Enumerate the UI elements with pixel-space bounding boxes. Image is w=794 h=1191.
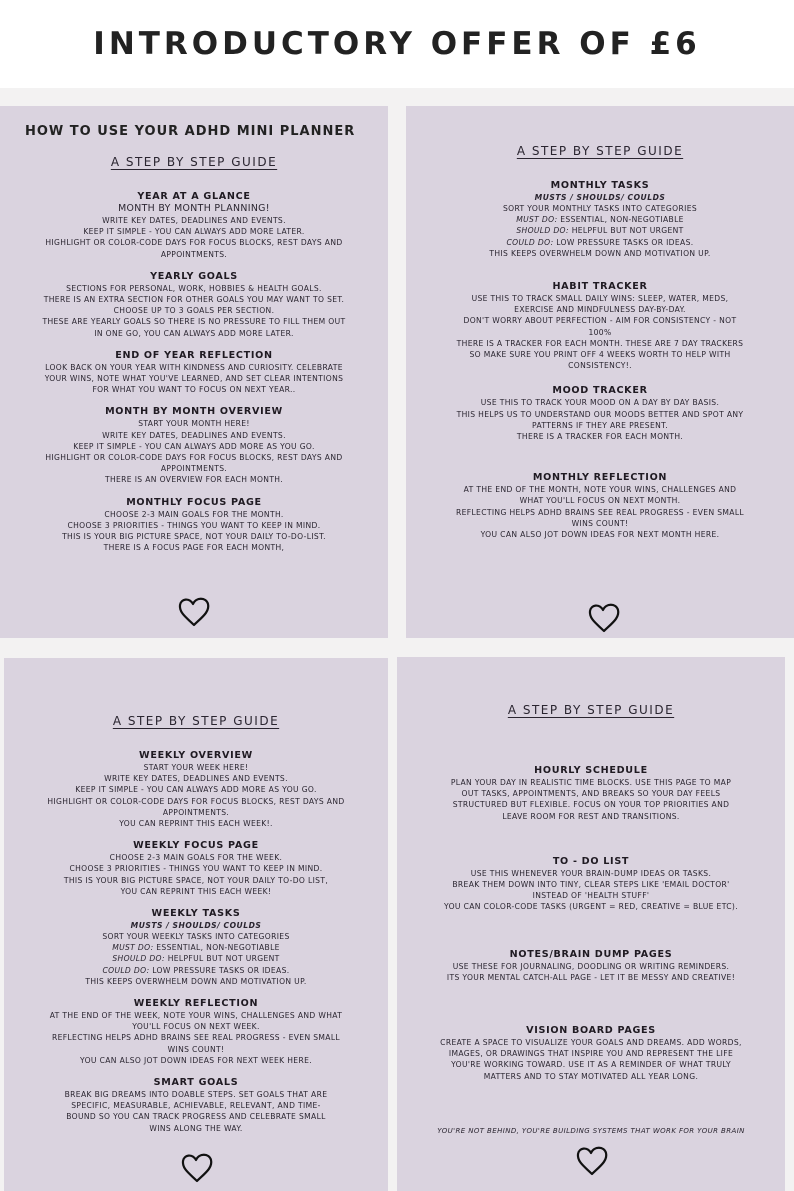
section-heading: MONTH BY MONTH OVERVIEW [105, 406, 283, 418]
section-line: AT THE END OF THE MONTH, NOTE YOUR WINS, CHALLENGES AND [463, 485, 737, 495]
should-do-label: SHOULD DO: [516, 226, 569, 236]
section-line: LEAVE ROOM FOR REST AND TRANSITIONS. [502, 811, 680, 821]
section-line: THERE IS A TRACKER FOR EACH MONTH. [516, 432, 684, 442]
section-weekly-tasks [18, 908, 374, 987]
section-line: THERE IS A FOCUS PAGE FOR EACH MONTH, [103, 543, 285, 553]
section-line: INSTEAD OF 'HEALTH STUFF' [532, 891, 650, 901]
encouragement-note: YOU'RE NOT BEHIND, YOU'RE BUILDING SYSTEMS THAT WORK FOR YOUR BRAIN [437, 1127, 745, 1135]
could-do-text: LOW PRESSURE TASKS OR IDEAS. [553, 237, 694, 247]
section-line: YOU CAN REPRINT THIS EACH WEEK!. [119, 819, 273, 829]
must-do-label: MUST DO: [112, 943, 154, 953]
section-heading: WEEKLY REFLECTION [133, 998, 259, 1010]
section-line: MONTH BY MONTH PLANNING! [118, 203, 270, 214]
section-line: HIGHLIGHT OR COLOR-CODE DAYS FOR FOCUS BLOCKS, REST DAYS AND [47, 796, 345, 806]
must-do-label: MUST DO: [516, 215, 558, 225]
section-smart-goals [18, 1077, 374, 1134]
section-line: YOU CAN ALSO JOT DOWN IDEAS FOR NEXT MONTH HERE. [480, 530, 720, 540]
section-line: CHOOSE 3 PRIORITIES - THINGS YOU WANT TO KEEP IN MIND. [69, 864, 323, 874]
section-line: FOR WHAT YOU WANT TO FOCUS ON NEXT YEAR.. [92, 385, 296, 395]
section-weekly-reflection [18, 998, 374, 1066]
section-line: SORT YOUR MONTHLY TASKS INTO CATEGORIES [502, 204, 698, 213]
section-weekly-focus-page [18, 840, 374, 897]
section-line: SPECIFIC, MEASURABLE, ACHIEVABLE, RELEVANT, AND TIME- [71, 1101, 321, 1111]
section-line: WHAT YOU'LL FOCUS ON NEXT MONTH. [519, 496, 681, 506]
section-line: STRUCTURED BUT FLEXIBLE. FOCUS ON YOUR TOP PRIORITIES AND [452, 800, 730, 810]
section-line: KEEP IT SIMPLE - YOU CAN ALWAYS ADD MORE LATER. [83, 227, 305, 237]
section-line: LOOK BACK ON YOUR YEAR WITH KINDNESS AND CURIOSITY. CELEBRATE [45, 362, 343, 372]
section-line: BREAK BIG DREAMS INTO DOABLE STEPS. SET GOALS THAT ARE [64, 1090, 328, 1100]
section-line: REFLECTING HELPS ADHD BRAINS SEE REAL PROGRESS - EVEN SMALL [51, 1033, 341, 1043]
section-line: USE THIS TO TRACK SMALL DAILY WINS: SLEEP, WATER, MEDS, [471, 294, 729, 304]
section-to-do-list [411, 856, 771, 913]
section-line: YOU'RE WORKING TOWARD. USE IT AS A REMINDER OF WHAT TRULY [451, 1060, 731, 1070]
could-do-text: LOW PRESSURE TASKS OR IDEAS. [149, 965, 290, 975]
section-line [420, 225, 780, 236]
should-do-text: HELPFUL BUT NOT URGENT [568, 226, 684, 236]
section-line: HIGHLIGHT OR COLOR-CODE DAYS FOR FOCUS BLOCKS, REST DAYS AND [45, 453, 343, 463]
section-weekly-overview [18, 750, 374, 829]
section-line: THIS IS YOUR BIG PICTURE SPACE, NOT YOUR DAILY TO-DO LIST, [63, 875, 329, 885]
heart-icon [587, 602, 621, 634]
section-subheading: MUSTS / SHOULDS/ COULDS [534, 193, 666, 202]
section-line: CHOOSE 2-3 MAIN GOALS FOR THE MONTH. [104, 509, 284, 519]
section-yearly-goals [14, 271, 374, 339]
section-line: WRITE KEY DATES, DEADLINES AND EVENTS. [104, 774, 288, 784]
offer-title: INTRODUCTORY OFFER OF £6 [93, 26, 701, 62]
section-monthly-tasks [420, 180, 780, 259]
section-line: CHOOSE UP TO 3 GOALS PER SECTION. [113, 306, 275, 316]
section-line: HIGHLIGHT OR COLOR-CODE DAYS FOR FOCUS BLOCKS, REST DAYS AND [45, 238, 343, 248]
should-do-text: HELPFUL BUT NOT URGENT [164, 954, 280, 964]
section-line: USE THESE FOR JOURNALING, DOODLING OR WRITING REMINDERS. [452, 961, 730, 971]
section-line: CREATE A SPACE TO VISUALIZE YOUR GOALS AND DREAMS. ADD WORDS, [440, 1038, 742, 1048]
section-line: THERE IS AN OVERVIEW FOR EACH MONTH. [104, 475, 283, 485]
section-vision-board [411, 1025, 771, 1082]
heart-icon [575, 1145, 609, 1177]
must-do-text: ESSENTIAL, NON-NEGOTIABLE [153, 943, 280, 953]
section-heading: YEAR AT A GLANCE [137, 191, 251, 202]
section-line: APPOINTMENTS. [160, 464, 228, 474]
section-line: CONSISTENCY!. [568, 361, 632, 371]
heart-icon [180, 1152, 214, 1184]
section-line: USE THIS WHENEVER YOUR BRAIN-DUMP IDEAS OR TASKS. [470, 868, 712, 878]
section-heading: WEEKLY OVERVIEW [139, 750, 253, 761]
could-do-label: COULD DO: [102, 965, 150, 975]
section-line: APPOINTMENTS. [162, 807, 230, 817]
section-line: KEEP IT SIMPLE - YOU CAN ALWAYS ADD MORE AS YOU GO. [75, 785, 317, 795]
section-heading: END OF YEAR REFLECTION [115, 349, 273, 361]
section-heading: NOTES/BRAIN DUMP PAGES [509, 948, 673, 960]
planner-guide-title: HOW TO USE YOUR ADHD MINI PLANNER [25, 124, 356, 139]
section-line: BREAK THEM DOWN INTO TINY, CLEAR STEPS LIKE 'EMAIL DOCTOR' [452, 880, 730, 890]
section-line: BOUND SO YOU CAN TRACK PROGRESS AND CELEBRATE SMALL [66, 1112, 326, 1122]
section-heading: MOOD TRACKER [552, 385, 648, 397]
section-line: WRITE KEY DATES, DEADLINES AND EVENTS. [102, 430, 286, 440]
section-line: START YOUR MONTH HERE! [138, 419, 250, 429]
section-line: EXERCISE AND MINDFULNESS DAY-BY-DAY. [514, 305, 686, 315]
panel-year-and-month-guide [0, 106, 388, 638]
section-line: APPOINTMENTS. [160, 249, 228, 259]
section-heading: YEARLY GOALS [150, 270, 238, 282]
section-line [420, 237, 780, 248]
section-line: ITS YOUR MENTAL CATCH-ALL PAGE - LET IT BE MESSY AND CREATIVE! [446, 972, 736, 982]
section-line: IMAGES, OR DRAWINGS THAT INSPIRE YOU AND REPRESENT THE LIFE [448, 1049, 734, 1059]
section-year-at-a-glance [14, 191, 374, 260]
step-guide-heading: A STEP BY STEP GUIDE [112, 714, 280, 728]
section-line: THIS HELPS US TO UNDERSTAND OUR MOODS BETTER AND SPOT ANY [456, 409, 744, 419]
step-guide-heading: A STEP BY STEP GUIDE [516, 144, 684, 158]
section-line: KEEP IT SIMPLE - YOU CAN ALWAYS ADD MORE AS YOU GO. [73, 441, 315, 451]
section-mood-tracker [420, 385, 780, 442]
section-line: YOU CAN REPRINT THIS EACH WEEK! [120, 886, 272, 896]
section-habit-tracker [420, 281, 780, 371]
section-heading: WEEKLY FOCUS PAGE [133, 840, 259, 852]
section-month-by-month-overview [14, 406, 374, 485]
section-line [18, 953, 374, 964]
section-line: OUT TASKS, APPOINTMENTS, AND BREAKS SO YOUR DAY FEELS [461, 789, 721, 799]
must-do-text: ESSENTIAL, NON-NEGOTIABLE [557, 215, 684, 225]
panel-daily-pages-guide [397, 657, 785, 1191]
section-line: CHOOSE 2-3 MAIN GOALS FOR THE WEEK. [109, 853, 283, 863]
section-monthly-focus-page [14, 497, 374, 554]
section-line: WINS COUNT! [167, 1044, 225, 1054]
section-line: THESE ARE YEARLY GOALS SO THERE IS NO PRESSURE TO FILL THEM OUT [42, 317, 346, 327]
step-guide-heading: A STEP BY STEP GUIDE [507, 703, 675, 717]
section-hourly-schedule [411, 765, 771, 822]
section-notes-brain-dump [411, 949, 771, 983]
section-heading: VISION BOARD PAGES [526, 1025, 656, 1037]
section-line: 100% [588, 327, 612, 337]
header-banner [0, 0, 794, 88]
section-line: SO MAKE SURE YOU PRINT OFF 4 WEEKS WORTH TO HELP WITH [469, 350, 731, 360]
section-line: PATTERNS IF THEY ARE PRESENT. [532, 420, 668, 430]
section-line: WINS ALONG THE WAY. [149, 1123, 243, 1133]
section-line: START YOUR WEEK HERE! [143, 763, 249, 772]
section-line: THERE IS AN EXTRA SECTION FOR OTHER GOALS YOU MAY WANT TO SET. [43, 295, 345, 305]
section-line: CHOOSE 3 PRIORITIES - THINGS YOU WANT TO KEEP IN MIND. [67, 520, 321, 530]
section-subheading: MUSTS / SHOULDS/ COULDS [130, 921, 262, 931]
section-line: SORT YOUR WEEKLY TASKS INTO CATEGORIES [102, 932, 290, 942]
section-line: AT THE END OF THE WEEK, NOTE YOUR WINS, CHALLENGES AND WHAT [49, 1011, 343, 1021]
section-heading: TO - DO LIST [552, 855, 630, 867]
section-heading: SMART GOALS [153, 1077, 239, 1089]
section-heading: WEEKLY TASKS [151, 908, 241, 920]
section-line: THIS KEEPS OVERWHELM DOWN AND MOTIVATION UP. [489, 248, 711, 258]
step-guide-heading: A STEP BY STEP GUIDE [110, 155, 278, 169]
section-line: WINS COUNT! [571, 518, 629, 528]
section-line: YOU'LL FOCUS ON NEXT WEEK. [132, 1022, 260, 1032]
section-line: THIS IS YOUR BIG PICTURE SPACE, NOT YOUR DAILY TO-DO-LIST. [62, 532, 326, 542]
section-end-of-year-reflection [14, 350, 374, 396]
section-heading: MONTHLY TASKS [550, 180, 650, 191]
panel-weekly-guide [4, 658, 388, 1191]
section-line: THIS KEEPS OVERWHELM DOWN AND MOTIVATION UP. [85, 976, 307, 986]
section-line: MATTERS AND TO STAY MOTIVATED ALL YEAR LONG. [483, 1071, 699, 1081]
section-heading: HOURLY SCHEDULE [534, 765, 648, 776]
could-do-label: COULD DO: [506, 237, 554, 247]
section-line: THERE IS A TRACKER FOR EACH MONTH. THESE ARE 7 DAY TRACKERS [456, 338, 744, 348]
section-line: SECTIONS FOR PERSONAL, WORK, HOBBIES & HEALTH GOALS. [66, 283, 322, 293]
heart-icon [177, 596, 211, 628]
section-line [18, 965, 374, 976]
section-line: YOUR WINS, NOTE WHAT YOU'VE LEARNED, AND SET CLEAR INTENTIONS [44, 374, 344, 384]
section-line [18, 942, 374, 953]
section-line: PLAN YOUR DAY IN REALISTIC TIME BLOCKS. USE THIS PAGE TO MAP [450, 778, 732, 787]
section-monthly-reflection [420, 472, 780, 540]
section-line: YOU CAN ALSO JOT DOWN IDEAS FOR NEXT WEEK HERE. [80, 1055, 312, 1065]
section-line [420, 214, 780, 225]
panel-monthly-trackers-guide [406, 106, 794, 638]
section-line: YOU CAN COLOR-CODE TASKS (URGENT = RED, CREATIVE = BLUE ETC). [444, 902, 738, 912]
section-heading: HABIT TRACKER [552, 281, 648, 293]
section-line: REFLECTING HELPS ADHD BRAINS SEE REAL PROGRESS - EVEN SMALL [455, 507, 745, 517]
section-line: DON'T WORRY ABOUT PERFECTION - AIM FOR CONSISTENCY - NOT [463, 316, 737, 326]
section-line: USE THIS TO TRACK YOUR MOOD ON A DAY BY DAY BASIS. [480, 398, 720, 408]
section-heading: MONTHLY FOCUS PAGE [126, 496, 262, 508]
section-line: WRITE KEY DATES, DEADLINES AND EVENTS. [102, 216, 286, 225]
section-line: IN ONE GO, YOU CAN ALWAYS ADD MORE LATER. [94, 328, 294, 338]
should-do-label: SHOULD DO: [112, 954, 165, 964]
section-heading: MONTHLY REFLECTION [532, 472, 668, 484]
